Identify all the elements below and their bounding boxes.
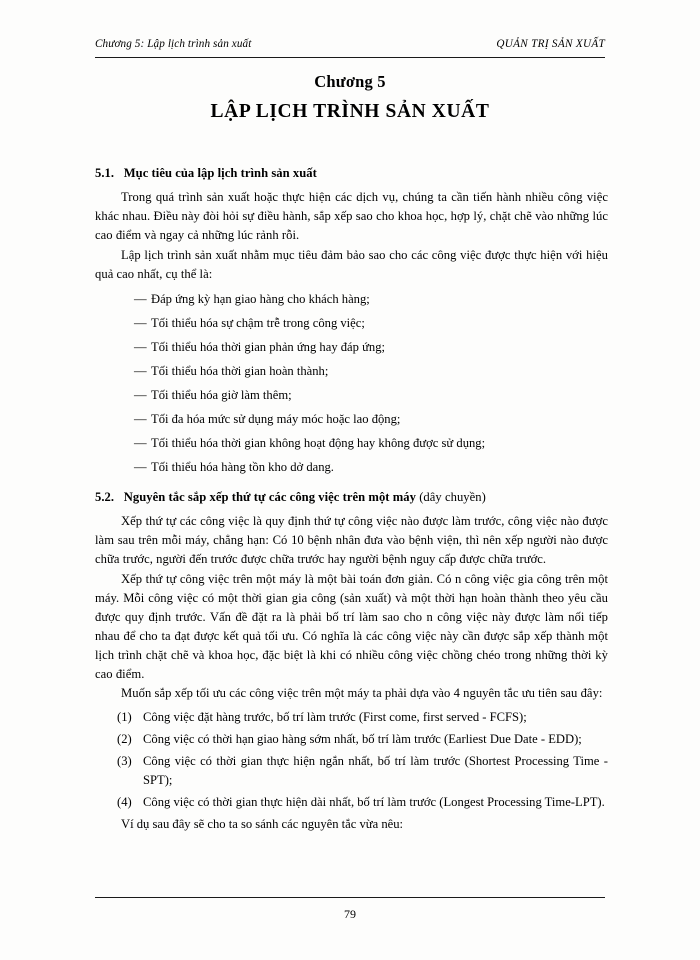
section-number-5-2: 5.2. (95, 489, 115, 504)
list-item (117, 791, 608, 813)
dash-bullet-icon: — (134, 340, 147, 355)
list-item (117, 728, 608, 750)
paragraph-5-1-1: Trong quá trình sản xuất hoặc thực hiện các dịch vụ, chúng ta cần tiến hành nhiều công việc khác nhau. Điều này đòi hỏi sự điều hành, sắp xếp sao cho khoa học, hợp lý, chặt chẽ vào những lúc cao điểm và ngay cả những lúc rảnh rỗi. (95, 190, 608, 243)
body-column (95, 155, 608, 834)
section-heading-paren-5-2: (dây chuyền) (419, 489, 486, 504)
dash-bullet-icon: — (134, 459, 147, 474)
list-item (134, 360, 608, 384)
list-item-text: Tối thiểu hóa sự chậm trễ trong công việc; (151, 316, 365, 331)
dash-bullet-icon: — (134, 292, 147, 307)
list-item (134, 431, 608, 455)
chapter-title-block (95, 70, 605, 126)
section-number-5-1: 5.1. (95, 166, 115, 180)
page-number: 79 (344, 907, 356, 921)
list-item (134, 336, 608, 360)
list-item-text: Tối thiểu hóa hàng tồn kho dở dang. (151, 459, 334, 474)
list-item (117, 707, 608, 729)
list-item-text: Đáp ứng kỳ hạn giao hàng cho khách hàng; (151, 292, 370, 307)
closing-note: Ví dụ sau đây sẽ cho ta so sánh các nguyên tắc vừa nêu: (121, 816, 404, 831)
list-item (134, 383, 608, 407)
dash-bullet-icon: — (134, 316, 147, 331)
list-item-text: Tối thiểu hóa thời gian phản ứng hay đáp ứng; (151, 340, 386, 355)
dash-bullet-icon: — (134, 387, 147, 402)
list-item (134, 455, 608, 479)
objectives-list (95, 288, 608, 479)
paragraph-5-2-1: Xếp thứ tự các công việc là quy định thứ tự công việc nào được làm trước, công việc nào được làm sau trên mỗi máy, chẳng hạn: Có 10 bệnh nhân đưa vào bệnh viện, thì nên xếp người nào được chữa trước, người đến trước được chữa trước hay người bệnh nguy cấp được chữa trước. (95, 514, 608, 567)
list-item-marker: (3) (117, 753, 132, 768)
dash-bullet-icon: — (134, 364, 147, 379)
chapter-kicker: Chương 5 (314, 72, 386, 91)
list-item (117, 750, 608, 791)
priority-rules-list (95, 707, 608, 813)
list-item-marker: (2) (117, 731, 132, 746)
paragraph-5-2-3: Muốn sắp xếp tối ưu các công việc trên một máy ta phải dựa vào 4 nguyên tắc ưu tiên sau đây: (121, 686, 603, 701)
section-heading-text-5-2: Nguyên tắc sắp xếp thứ tự các công việc trên một máy (123, 489, 416, 504)
list-item (134, 312, 608, 336)
dash-bullet-icon: — (134, 411, 147, 426)
list-item-text: Công việc có thời gian thực hiện ngắn nhất, bố trí làm trước (Shortest Processing Time - SPT); (143, 753, 608, 787)
list-item (134, 288, 608, 312)
list-item-text: Công việc có thời hạn giao hàng sớm nhất, bố trí làm trước (Earliest Due Date - EDD); (143, 731, 582, 746)
list-item-marker: (1) (117, 710, 132, 725)
list-item-text: Công việc đặt hàng trước, bố trí làm trước (First come, first served - FCFS); (143, 710, 527, 725)
page-title: LẬP LỊCH TRÌNH SẢN XUẤT (210, 100, 490, 122)
list-item-text: Tối thiểu hóa thời gian không hoạt động hay không được sử dụng; (151, 435, 486, 450)
footer-rule (95, 897, 605, 898)
header-rule (95, 57, 605, 58)
section-heading-5-1 (95, 164, 608, 183)
paragraph-5-1-2: Lập lịch trình sản xuất nhằm mục tiêu đảm bảo sao cho các công việc được thực hiện với hiệu quả cao nhất, cụ thể là: (95, 247, 608, 281)
running-header-left: Chương 5: Lập lịch trình sản xuất (95, 38, 252, 50)
dash-bullet-icon: — (134, 435, 147, 450)
section-heading-text-5-1: Mục tiêu của lập lịch trình sản xuất (123, 166, 317, 180)
section-heading-5-2 (95, 488, 608, 507)
list-item-marker: (4) (117, 794, 132, 809)
list-item (134, 407, 608, 431)
list-item-text: Công việc có thời gian thực hiện dài nhất, bố trí làm trước (Longest Processing Time-LPT). (143, 794, 605, 809)
running-header (95, 38, 605, 50)
list-item-text: Tối đa hóa mức sử dụng máy móc hoặc lao động; (151, 411, 401, 426)
running-header-right: QUẢN TRỊ SẢN XUẤT (496, 38, 605, 50)
paragraph-5-2-2: Xếp thứ tự công việc trên một máy là một bài toán đơn giản. Có n công việc gia công trên một máy. Mỗi công việc có một thời gian gia công (sản xuất) và một thời hạn hoàn thành theo yêu cầu được quy định trước. Vấn đề đặt ra là phải bố trí làm sao cho n công việc này được làm nối tiếp nhau để cho ta đạt được kết quả tối ưu. Có nghĩa là các công việc này cần được sắp xếp thành một lịch trình chặt chẽ và khoa học, đặc biệt là khi có nhiều công việc chồng chéo trong những thời kỳ cao điểm. (95, 571, 608, 682)
list-item-text: Tối thiểu hóa giờ làm thêm; (151, 387, 292, 402)
list-item-text: Tối thiểu hóa thời gian hoàn thành; (151, 364, 329, 379)
